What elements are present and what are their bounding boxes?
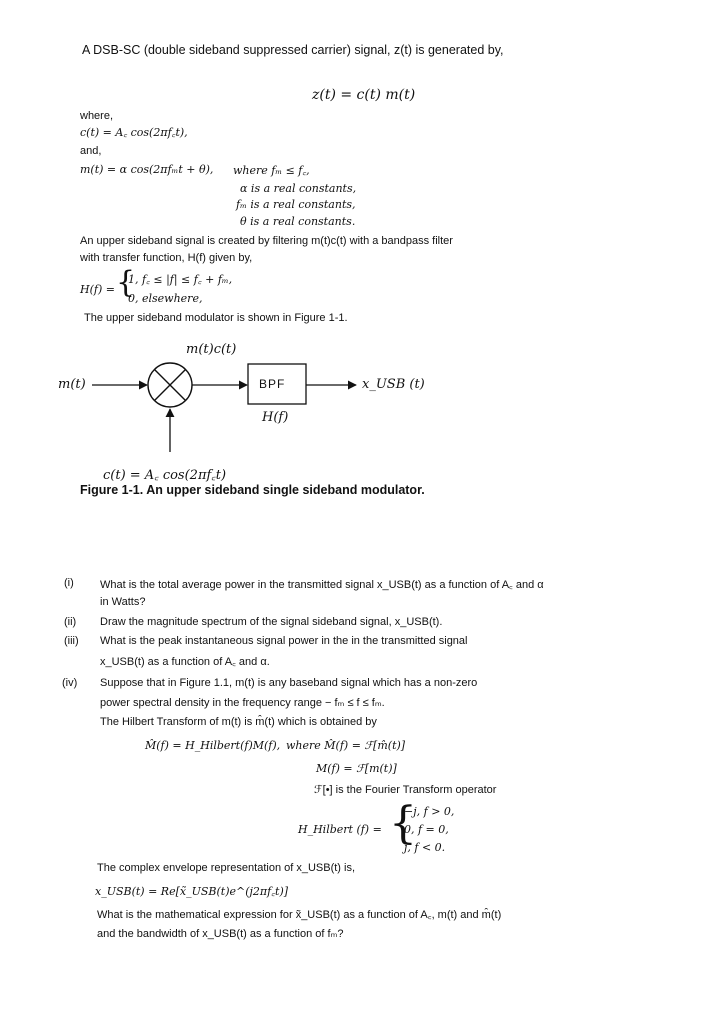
question-2-line-1: Draw the magnitude spectrum of the signal sideband signal, x_USB(t). xyxy=(100,616,443,628)
diagram-input-label: m(t) xyxy=(58,377,86,392)
question-3-line-1: What is the peak instantaneous signal power in the in the transmitted signal xyxy=(100,635,468,647)
complex-envelope-equation: x_USB(t) = Re[x̃_USB(t)e^(j2πf꜀t)] xyxy=(95,885,289,898)
hilbert-where: where M̂(f) = ℱ[m̂(t)] xyxy=(286,739,406,752)
diagram-product-label: m(t)c(t) xyxy=(186,342,237,357)
hf-case-2: 0, elsewhere, xyxy=(128,292,203,305)
intro-text: A DSB-SC (double sideband suppressed carrier) signal, z(t) is generated by, xyxy=(82,43,504,57)
question-1-line-2: in Watts? xyxy=(100,596,146,608)
modulator-text: The upper sideband modulator is shown in Figure 1-1. xyxy=(84,312,348,324)
final-question-line-2: and the bandwidth of x_USB(t) as a function of fₘ? xyxy=(97,928,344,940)
hilbert-equation: M̂(f) = H_Hilbert(f)M(f), xyxy=(145,739,281,752)
where-label: where, xyxy=(80,110,114,122)
question-4-line-2: power spectral density in the frequency range − fₘ ≤ f ≤ fₘ. xyxy=(100,697,385,709)
hhilbert-case-1: −j, f > 0, xyxy=(404,805,455,818)
question-2-number: (ii) xyxy=(64,616,77,628)
question-4-number: (iv) xyxy=(62,677,78,689)
diagram-output-label: x_USB (t) xyxy=(362,377,425,392)
final-question-line-1: What is the mathematical expression for x̃_USB(t) as a function of A꜀, m(t) and m̂(t) xyxy=(97,909,502,921)
hf-case-1: 1, f꜀ ≤ |f| ≤ f꜀ + fₘ, xyxy=(128,273,233,286)
condition-theta: θ is a real constants. xyxy=(240,215,356,228)
diagram-carrier-label: c(t) = A꜀ cos(2πf꜀t) xyxy=(103,468,227,483)
hhilbert-case-2: 0, f = 0, xyxy=(404,823,449,836)
hf-brace: { xyxy=(116,265,136,300)
filter-text-2: with transfer function, H(f) given by, xyxy=(80,252,253,264)
figure-caption: Figure 1-1. An upper sideband single sideband modulator. xyxy=(80,483,425,497)
filter-text-1: An upper sideband signal is created by filtering m(t)c(t) with a bandpass filter xyxy=(80,235,453,247)
question-1-number: (i) xyxy=(64,577,74,589)
condition-alpha: α is a real constants, xyxy=(240,182,357,195)
hhilbert-case-3: j, f < 0. xyxy=(404,841,446,854)
question-4-line-1: Suppose that in Figure 1.1, m(t) is any baseband signal which has a non-zero xyxy=(100,677,478,689)
question-1-line-1: What is the total average power in the transmitted signal x_USB(t) as a function of A꜀ and α xyxy=(100,579,544,591)
complex-envelope-text: The complex envelope representation of x_USB(t) is, xyxy=(97,862,356,874)
c-definition: c(t) = A꜀ cos(2πf꜀t), xyxy=(80,126,188,139)
m-definition: m(t) = α cos(2πfₘt + θ), xyxy=(80,163,214,176)
question-4-line-3: The Hilbert Transform of m(t) is m̂(t) which is obtained by xyxy=(100,716,377,728)
mf-definition: M(f) = ℱ[m(t)] xyxy=(316,762,397,775)
question-3-line-2: x_USB(t) as a function of A꜀ and α. xyxy=(100,656,270,668)
hhilbert-brace: { xyxy=(389,798,417,849)
diagram-hf-label: H(f) xyxy=(262,410,289,425)
diagram-bpf-label: BPF xyxy=(259,377,286,391)
condition-where: where fₘ ≤ f꜀, xyxy=(233,164,310,177)
hhilbert-lhs: H_Hilbert (f) = xyxy=(298,823,382,836)
and-label: and, xyxy=(80,145,102,157)
hf-lhs: H(f) = xyxy=(80,283,115,296)
fourier-definition: ℱ[•] is the Fourier Transform operator xyxy=(314,784,497,796)
question-3-number: (iii) xyxy=(64,635,79,647)
main-equation: z(t) = c(t) m(t) xyxy=(312,87,416,103)
condition-fm: fₘ is a real constants, xyxy=(236,198,356,211)
